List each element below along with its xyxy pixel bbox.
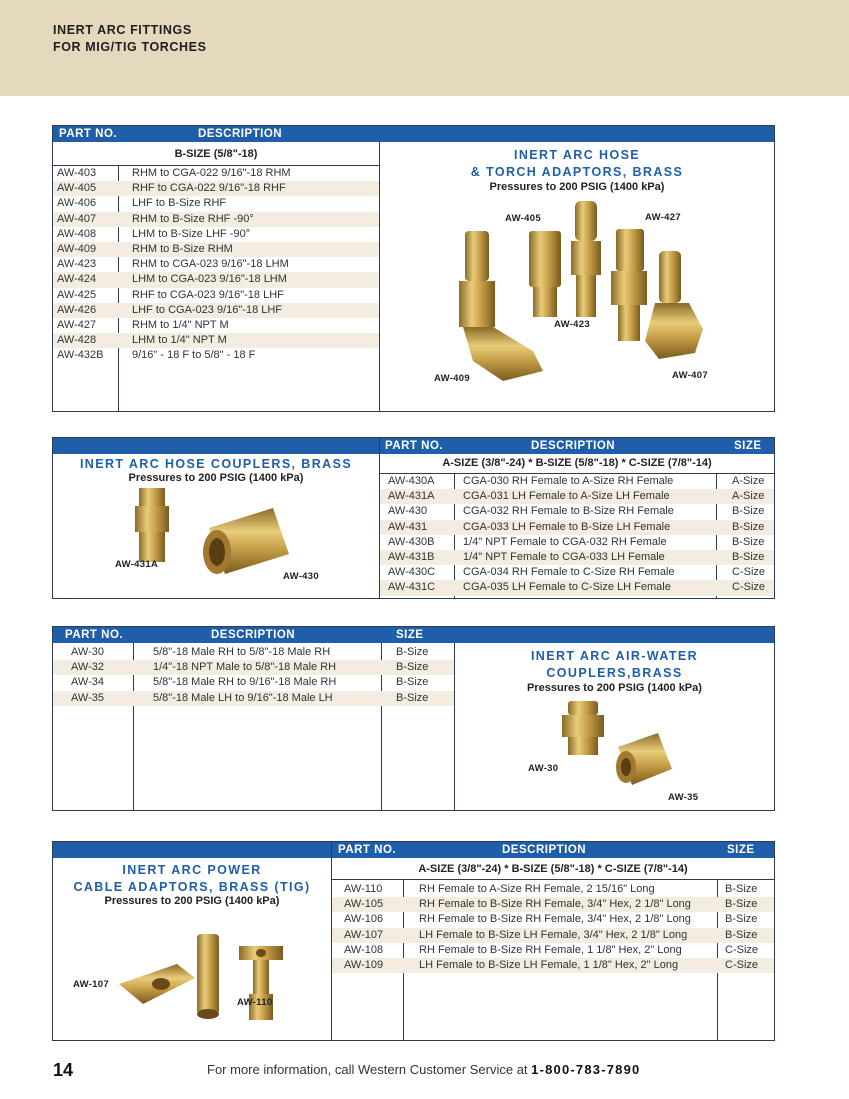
aw-431a-fitting bbox=[135, 488, 169, 562]
part-description: 5/8"-18 Male RH to 5/8"-18 Male RH bbox=[153, 646, 331, 658]
part-size: B-Size bbox=[725, 913, 758, 926]
part-number: AW-430A bbox=[388, 475, 435, 487]
part-size: B-Size bbox=[725, 883, 758, 895]
air-water-couplers-photo bbox=[558, 697, 678, 792]
part-number: AW-431C bbox=[388, 581, 436, 594]
table-row bbox=[380, 565, 774, 580]
divider bbox=[332, 879, 774, 880]
part-number: AW-424 bbox=[57, 273, 97, 286]
part-label: AW-423 bbox=[554, 319, 590, 330]
part-size: B-Size bbox=[725, 928, 758, 941]
part-number: AW-109 bbox=[344, 958, 384, 971]
table-header bbox=[332, 842, 774, 858]
aw-110-fitting bbox=[239, 946, 283, 1020]
part-size: B-Size bbox=[732, 505, 765, 518]
part-description: RH Female to A-Size RH Female, 2 15/16" Long bbox=[419, 883, 655, 895]
aw-107-fitting bbox=[119, 934, 219, 1019]
table-row bbox=[332, 897, 774, 912]
table-row bbox=[53, 333, 379, 348]
table-row bbox=[53, 257, 379, 272]
table-row bbox=[53, 212, 379, 227]
pressure-rating: Pressures to 200 PSIG (1400 kPa) bbox=[489, 181, 665, 193]
part-number: AW-406 bbox=[57, 197, 97, 210]
part-size: B-Size bbox=[732, 535, 765, 548]
part-number: AW-428 bbox=[57, 334, 97, 347]
part-description: 1/4" NPT Female to CGA-032 RH Female bbox=[463, 535, 667, 548]
product-title: CABLE ADAPTORS, BRASS (TIG) bbox=[73, 880, 311, 894]
part-description: CGA-032 RH Female to B-Size RH Female bbox=[463, 505, 674, 518]
part-size: B-Size bbox=[396, 691, 429, 704]
page-number: 14 bbox=[53, 1060, 74, 1080]
table-row bbox=[53, 166, 379, 181]
aw-405-fitting bbox=[529, 231, 561, 317]
part-description: CGA-035 LH Female to C-Size LH Female bbox=[463, 581, 671, 594]
part-description: LH Female to B-Size LH Female, 1 1/8" Hex, 2" Long bbox=[419, 958, 679, 971]
page-heading-line1: INERT ARC FITTINGS bbox=[53, 23, 192, 37]
part-label: AW-35 bbox=[668, 792, 699, 803]
col-description: DESCRIPTION bbox=[211, 629, 296, 641]
part-label: AW-431A bbox=[115, 559, 159, 570]
aw-30-fitting bbox=[562, 701, 604, 755]
col-part-no: PART NO. bbox=[59, 128, 118, 140]
part-label: AW-427 bbox=[645, 212, 681, 223]
part-number: AW-405 bbox=[57, 182, 97, 195]
table-header bbox=[380, 438, 774, 454]
col-size: SIZE bbox=[734, 440, 762, 452]
part-description: CGA-033 LH Female to B-Size LH Female bbox=[463, 520, 671, 533]
part-size: B-Size bbox=[396, 661, 429, 674]
part-description: RH Female to B-Size RH Female, 3/4" Hex, 2 1/8" Long bbox=[419, 898, 691, 911]
size-line: B-SIZE (5/8"-18) bbox=[174, 148, 258, 160]
part-description: RHM to CGA-023 9/16"-18 LHM bbox=[132, 258, 289, 271]
parts-table bbox=[332, 882, 774, 973]
product-title: COUPLERS,BRASS bbox=[546, 666, 683, 680]
part-size: A-Size bbox=[732, 490, 765, 503]
table-row bbox=[53, 227, 379, 242]
pressure-rating: Pressures to 200 PSIG (1400 kPa) bbox=[527, 682, 702, 694]
table-row bbox=[332, 928, 774, 943]
parts-table bbox=[380, 474, 774, 596]
table-row bbox=[380, 580, 774, 595]
part-size: B-Size bbox=[396, 646, 429, 658]
part-number: AW-107 bbox=[344, 928, 384, 941]
part-number: AW-427 bbox=[57, 318, 97, 331]
table-header bbox=[53, 627, 774, 643]
aw-423-fitting bbox=[611, 229, 647, 341]
pressure-rating: Pressures to 200 PSIG (1400 kPa) bbox=[128, 472, 304, 484]
parts-table bbox=[53, 166, 379, 363]
part-description: 1/4"-18 NPT Male to 5/8"-18 Male RH bbox=[153, 661, 337, 674]
part-description: RHM to B-Size RHM bbox=[132, 242, 233, 255]
part-description: 5/8"-18 Male LH to 9/16"-18 Male LH bbox=[153, 691, 333, 704]
part-number: AW-403 bbox=[57, 167, 97, 179]
part-number: AW-425 bbox=[57, 288, 97, 301]
table-row bbox=[380, 535, 774, 550]
part-size: B-Size bbox=[732, 520, 765, 533]
part-number: AW-106 bbox=[344, 913, 384, 926]
part-size: B-Size bbox=[725, 898, 758, 911]
part-description: 5/8"-18 Male RH to 9/16"-18 Male RH bbox=[153, 676, 337, 689]
part-size: A-Size bbox=[732, 475, 765, 487]
accent-bar bbox=[53, 842, 332, 858]
footer-text: For more information, call Western Customer Service at bbox=[207, 1062, 532, 1077]
part-description: LHM to 1/4" NPT M bbox=[132, 334, 227, 347]
part-description: RH Female to B-Size RH Female, 3/4" Hex, 2 1/8" Long bbox=[419, 913, 691, 926]
header-band bbox=[0, 0, 849, 96]
parts-table bbox=[53, 645, 454, 706]
aw-430-fitting bbox=[203, 508, 289, 574]
table-row bbox=[53, 288, 379, 303]
part-label: AW-409 bbox=[434, 373, 470, 384]
table-row bbox=[53, 675, 454, 690]
part-description: LHF to CGA-023 9/16"-18 LHF bbox=[132, 303, 283, 316]
part-label: AW-110 bbox=[237, 997, 273, 1008]
table-row bbox=[380, 550, 774, 565]
table-row bbox=[53, 691, 454, 706]
part-size: C-Size bbox=[725, 943, 759, 956]
table-row bbox=[53, 196, 379, 211]
col-size: SIZE bbox=[727, 844, 755, 856]
product-title: & TORCH ADAPTORS, BRASS bbox=[470, 165, 684, 179]
part-number: AW-430C bbox=[388, 566, 436, 579]
power-cable-adaptors-panel bbox=[52, 841, 775, 1041]
col-size: SIZE bbox=[396, 629, 424, 641]
part-number: AW-35 bbox=[71, 691, 105, 704]
footer-contact bbox=[207, 1062, 640, 1077]
part-description: LHF to B-Size RHF bbox=[132, 197, 227, 210]
part-description: RH Female to B-Size RH Female, 1 1/8" Hex, 2" Long bbox=[419, 943, 682, 956]
part-description: 9/16" - 18 F to 5/8" - 18 F bbox=[132, 349, 256, 362]
part-number: AW-110 bbox=[344, 883, 383, 895]
part-description: RHF to CGA-023 9/16"-18 LHF bbox=[132, 288, 284, 301]
part-size: B-Size bbox=[732, 550, 765, 563]
table-row bbox=[332, 958, 774, 973]
part-description: RHF to CGA-022 9/16"-18 RHF bbox=[132, 182, 286, 195]
table-row bbox=[380, 520, 774, 535]
col-description: DESCRIPTION bbox=[531, 440, 616, 452]
part-number: AW-430 bbox=[388, 505, 428, 518]
table-row bbox=[53, 348, 379, 363]
part-number: AW-409 bbox=[57, 242, 97, 255]
table-row bbox=[380, 474, 774, 489]
part-label: AW-405 bbox=[505, 213, 541, 224]
part-number: AW-108 bbox=[344, 943, 384, 956]
page-heading-line2: FOR MIG/TIG TORCHES bbox=[53, 40, 207, 54]
product-title: INERT ARC POWER bbox=[122, 863, 262, 877]
col-part-no: PART NO. bbox=[338, 844, 397, 856]
aw-407-fitting bbox=[645, 251, 703, 359]
hose-torch-adaptors-panel bbox=[52, 125, 775, 412]
table-row bbox=[53, 660, 454, 675]
part-description: CGA-030 RH Female to A-Size RH Female bbox=[463, 475, 674, 487]
part-label: AW-30 bbox=[528, 763, 559, 774]
part-number: AW-408 bbox=[57, 227, 97, 240]
part-description: CGA-031 LH Female to A-Size LH Female bbox=[463, 490, 670, 503]
part-description: RHM to B-Size RHF -90° bbox=[132, 212, 254, 225]
part-description: CGA-034 RH Female to C-Size RH Female bbox=[463, 566, 675, 579]
part-number: AW-430B bbox=[388, 535, 435, 548]
part-description: RHM to 1/4" NPT M bbox=[132, 318, 229, 331]
part-size: C-Size bbox=[732, 581, 766, 594]
table-row bbox=[53, 303, 379, 318]
hose-adaptors-photo bbox=[433, 201, 713, 391]
part-description: LH Female to B-Size LH Female, 3/4" Hex, 2 1/8" Long bbox=[419, 928, 688, 941]
part-description: 1/4" NPT Female to CGA-033 LH Female bbox=[463, 550, 665, 563]
power-cable-adaptors-photo bbox=[113, 934, 293, 1034]
phone-number[interactable]: 1-800-783-7890 bbox=[531, 1062, 641, 1077]
size-line: A-SIZE (3/8"-24) * B-SIZE (5/8"-18) * C-SIZE (7/8"-14) bbox=[442, 457, 712, 469]
part-number: AW-432B bbox=[57, 349, 104, 362]
part-label: AW-407 bbox=[672, 370, 708, 381]
part-size: C-Size bbox=[732, 566, 766, 579]
accent-bar bbox=[53, 438, 380, 454]
part-number: AW-431 bbox=[388, 520, 428, 533]
table-row bbox=[53, 272, 379, 287]
part-number: AW-426 bbox=[57, 303, 97, 316]
table-header bbox=[53, 126, 774, 142]
col-part-no: PART NO. bbox=[65, 629, 124, 641]
col-description: DESCRIPTION bbox=[198, 128, 283, 140]
aw-35-fitting bbox=[616, 733, 672, 785]
part-number: AW-105 bbox=[344, 898, 384, 911]
table-row bbox=[380, 489, 774, 504]
part-label: AW-107 bbox=[73, 979, 109, 990]
table-row bbox=[332, 912, 774, 927]
col-part-no: PART NO. bbox=[385, 440, 444, 452]
part-label: AW-430 bbox=[283, 571, 319, 582]
air-water-couplers-panel bbox=[52, 626, 775, 811]
part-description: LHM to B-Size LHF -90° bbox=[132, 227, 251, 240]
part-size: B-Size bbox=[396, 676, 429, 689]
table-row bbox=[53, 181, 379, 196]
part-number: AW-423 bbox=[57, 258, 97, 271]
part-number: AW-32 bbox=[71, 661, 105, 674]
table-row bbox=[53, 318, 379, 333]
product-title: INERT ARC AIR-WATER bbox=[530, 649, 699, 663]
hose-couplers-panel bbox=[52, 437, 775, 599]
part-description: RHM to CGA-022 9/16"-18 RHM bbox=[132, 167, 291, 179]
part-number: AW-431A bbox=[388, 490, 435, 503]
product-title: INERT ARC HOSE bbox=[513, 148, 641, 162]
table-row bbox=[380, 504, 774, 519]
part-description: LHM to CGA-023 9/16"-18 LHM bbox=[132, 273, 287, 286]
pressure-rating: Pressures to 200 PSIG (1400 kPa) bbox=[104, 895, 280, 907]
table-row bbox=[332, 943, 774, 958]
size-line: A-SIZE (3/8"-24) * B-SIZE (5/8"-18) * C-SIZE (7/8"-14) bbox=[418, 863, 688, 875]
part-number: AW-30 bbox=[71, 646, 105, 658]
part-number: AW-431B bbox=[388, 550, 435, 563]
col-description: DESCRIPTION bbox=[502, 844, 587, 856]
table-row bbox=[332, 882, 774, 897]
product-title: INERT ARC HOSE COUPLERS, BRASS bbox=[79, 457, 353, 471]
part-number: AW-407 bbox=[57, 212, 97, 225]
table-row bbox=[53, 645, 454, 660]
aw-427-fitting bbox=[571, 201, 601, 317]
part-number: AW-34 bbox=[71, 676, 105, 689]
part-size: C-Size bbox=[725, 958, 759, 971]
table-row bbox=[53, 242, 379, 257]
